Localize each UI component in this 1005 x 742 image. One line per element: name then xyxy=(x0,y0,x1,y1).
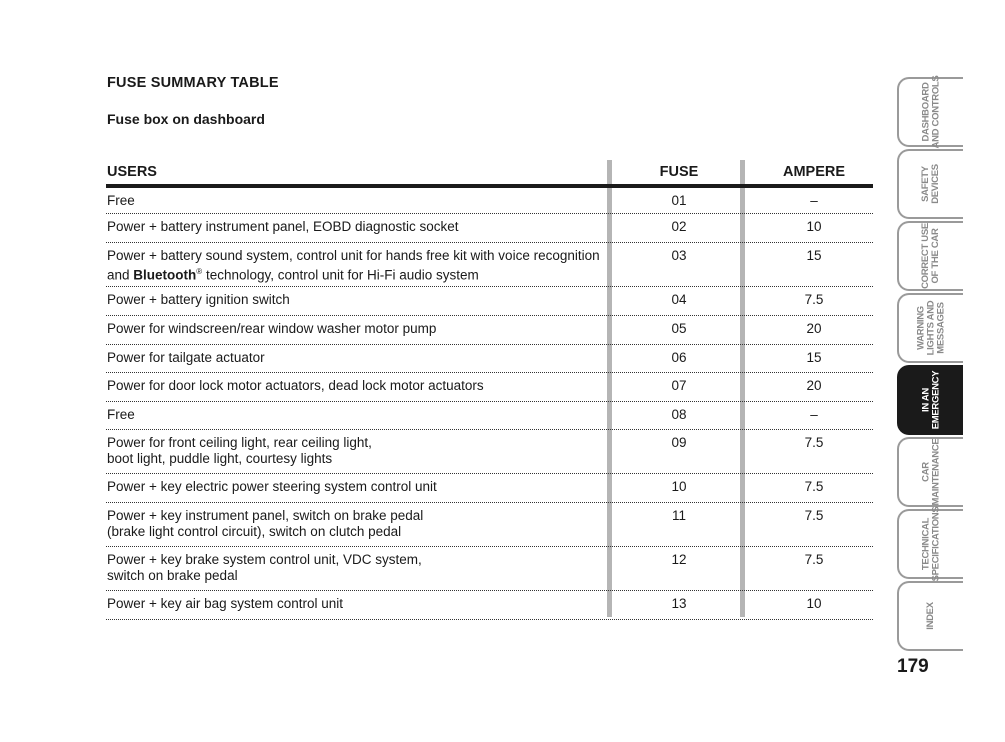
table-row xyxy=(106,503,873,547)
section-subtitle: Fuse box on dashboard xyxy=(107,111,265,127)
table-row xyxy=(106,430,873,474)
cell-ampere: 7.5 xyxy=(804,479,824,494)
header-users: USERS xyxy=(107,164,157,180)
table-row xyxy=(106,188,873,214)
table-row xyxy=(106,316,873,345)
table-row xyxy=(106,287,873,316)
chapter-tab-car-maintenance[interactable] xyxy=(897,437,963,507)
chapter-tab-dashboard-and-controls[interactable] xyxy=(897,77,963,147)
chapter-tab-in-an-emergency[interactable] xyxy=(897,365,963,435)
cell-user: Power for windscreen/rear window washer motor pump xyxy=(107,321,437,336)
table-row xyxy=(106,547,873,591)
table-row xyxy=(106,345,873,373)
cell-ampere: 15 xyxy=(806,350,822,365)
cell-ampere: 7.5 xyxy=(804,435,824,450)
table-row xyxy=(106,402,873,430)
chapter-tab-label: CAR MAINTENANCE xyxy=(920,438,941,506)
fuse-table xyxy=(106,160,873,620)
chapter-tab-safety-devices[interactable] xyxy=(897,149,963,219)
cell-user: Power + battery instrument panel, EOBD diagnostic socket xyxy=(107,219,459,234)
cell-fuse: 02 xyxy=(671,219,687,234)
chapter-tab-warning-lights-and-messages[interactable] xyxy=(897,293,963,363)
table-row xyxy=(106,214,873,243)
page-number: 179 xyxy=(897,656,929,677)
cell-ampere: 20 xyxy=(806,321,822,336)
cell-user: Power + battery sound system, control unit for hands free kit with voice recognition and Bluetooth® technology, control unit for Hi-Fi audio system xyxy=(107,248,600,282)
cell-fuse: 06 xyxy=(671,350,687,365)
chapter-tab-label: WARNING LIGHTS AND MESSAGES xyxy=(914,300,946,356)
cell-user: Power for tailgate actuator xyxy=(107,350,265,365)
cell-fuse: 12 xyxy=(671,552,687,567)
chapter-tab-label: SAFETY DEVICES xyxy=(919,164,941,204)
cell-fuse: 08 xyxy=(671,407,687,422)
cell-ampere: 15 xyxy=(806,248,822,263)
table-row xyxy=(106,243,873,287)
cell-user: Power + key instrument panel, switch on brake pedal (brake light control circuit), switch on clutch pedal xyxy=(107,508,424,539)
cell-ampere: – xyxy=(810,407,818,422)
table-row xyxy=(106,373,873,402)
cell-user: Power + key air bag system control unit xyxy=(107,596,343,611)
cell-user: Power for door lock motor actuators, dead lock motor actuators xyxy=(107,378,484,393)
cell-fuse: 05 xyxy=(671,321,687,336)
cell-fuse: 13 xyxy=(671,596,687,611)
cell-ampere: 7.5 xyxy=(804,508,824,523)
chapter-tab-label: INDEX xyxy=(924,602,936,630)
cell-fuse: 10 xyxy=(671,479,687,494)
chapter-tab-label: CORRECT USE OF THE CAR xyxy=(920,223,942,289)
cell-user: Free xyxy=(107,407,135,422)
cell-user: Power + key electric power steering system control unit xyxy=(107,479,437,494)
chapter-tab-correct-use-of-the-car[interactable] xyxy=(897,221,963,291)
cell-fuse: 04 xyxy=(671,292,687,307)
cell-ampere: – xyxy=(810,193,818,208)
cell-user: Power + key brake system control unit, VDC system, switch on brake pedal xyxy=(107,552,422,583)
cell-fuse: 09 xyxy=(671,435,687,450)
table-header xyxy=(106,160,873,188)
cell-ampere: 10 xyxy=(806,219,822,234)
chapter-tab-label: TECHNICAL SPECIFICATIONS xyxy=(920,506,942,582)
cell-fuse: 07 xyxy=(671,378,687,393)
cell-ampere: 10 xyxy=(806,596,822,611)
chapter-tab-label: IN AN EMERGENCY xyxy=(920,370,941,430)
cell-user: Power for front ceiling light, rear ceiling light, boot light, puddle light, courtesy lights xyxy=(107,435,372,466)
table-row xyxy=(106,474,873,503)
header-fuse: FUSE xyxy=(659,164,699,180)
cell-fuse: 11 xyxy=(671,508,686,523)
cell-user: Free xyxy=(107,193,135,208)
cell-ampere: 7.5 xyxy=(804,552,824,567)
chapter-tab-technical-specifications[interactable] xyxy=(897,506,963,582)
header-ampere: AMPERE xyxy=(782,164,846,180)
table-row xyxy=(106,591,873,620)
cell-ampere: 7.5 xyxy=(804,292,824,307)
chapter-tab-index[interactable] xyxy=(897,581,963,651)
cell-user: Power + battery ignition switch xyxy=(107,292,290,307)
cell-ampere: 20 xyxy=(806,378,822,393)
chapter-tab-label: DASHBOARD AND CONTROLS xyxy=(920,75,941,149)
page-title: FUSE SUMMARY TABLE xyxy=(107,75,279,91)
cell-fuse: 03 xyxy=(671,248,687,263)
cell-fuse: 01 xyxy=(671,193,687,208)
